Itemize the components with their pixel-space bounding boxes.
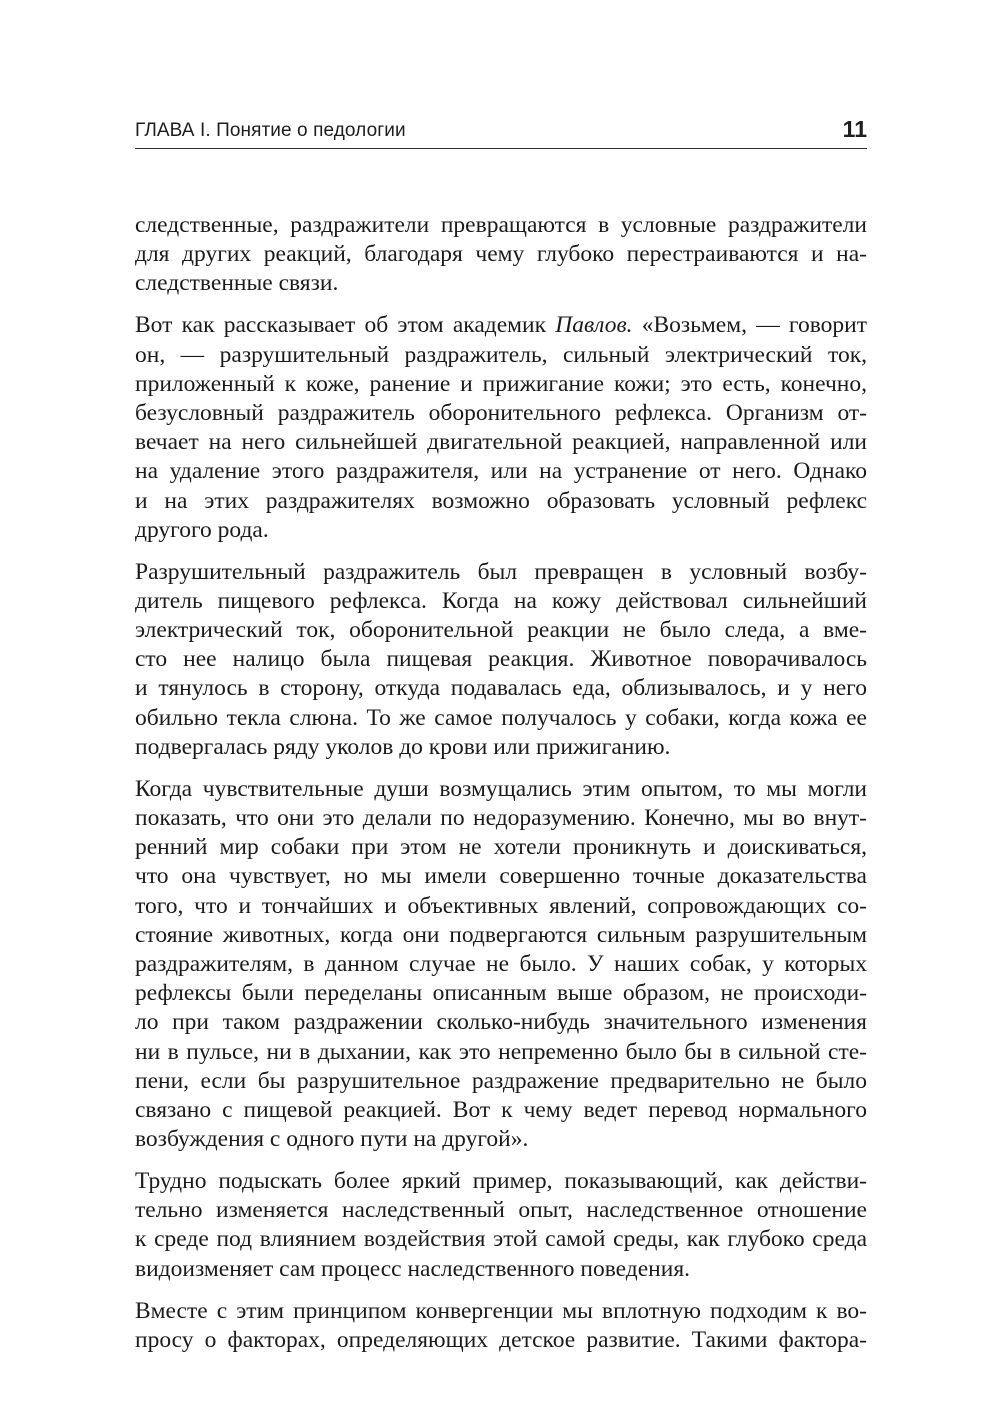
text-line: что она чувствует, но мы имели совершенно точные доказательства <box>135 863 867 890</box>
text-line: Разрушительный раздражитель был превращен в условный возбу- <box>135 558 867 585</box>
text-line: безусловный раздражитель оборонительного рефлекса. Организм от- <box>135 399 867 426</box>
paragraph <box>135 1167 867 1284</box>
text-line: ло при таком раздражении сколько-нибудь значительного изменения <box>135 1009 867 1036</box>
paragraph <box>135 775 867 1155</box>
text-line: того, что и тончайших и объективных явлений, сопровождающих со- <box>135 892 867 919</box>
text-segment: Вот как рассказывает об этом академик <box>135 312 556 339</box>
text-line: ренний мир собаки при этом не хотели проникнуть и доискиваться, <box>135 834 867 861</box>
text-line: приложенный к коже, ранение и прижигание кожи; это есть, конечно, <box>135 370 867 397</box>
text-line: следственные, раздражители превращаются в условные раздражители <box>135 212 867 238</box>
text-line: тельно изменяется наследственный опыт, наследственное отношение <box>135 1197 867 1224</box>
paragraph <box>135 558 867 762</box>
running-header <box>135 116 867 149</box>
text-line: рефлексы были переделаны описанным выше образом, не происходи- <box>135 980 867 1007</box>
chapter-title: ГЛАВА I. Понятие о педологии <box>135 120 406 141</box>
text-line: возбуждения с одного пути на другой». <box>135 1126 529 1153</box>
text-line: пени, если бы разрушительное раздражение предварительно не было <box>135 1067 867 1094</box>
text-line: вечает на него сильнейшей двигательной реакцией, направленной или <box>135 429 867 456</box>
text-line: дитель пищевого рефлекса. Когда на кожу действовал сильнейший <box>135 587 867 614</box>
text-line <box>135 311 867 340</box>
text-line: раздражителям, в данном случае не было. У наших собак, у которых <box>135 950 867 977</box>
text-line: для других реакций, благодаря чему глубоко перестраиваются и на- <box>135 241 867 268</box>
text-line: следственные связи. <box>135 270 339 297</box>
text-line: обильно текла слюна. То же самое получалось у собаки, когда кожа ее <box>135 704 867 731</box>
page-number: 11 <box>842 116 867 142</box>
text-line: связано с пищевой реакцией. Вот к чему ведет перевод нормального <box>135 1096 867 1123</box>
text-line: другого рода. <box>135 516 269 543</box>
text-line: видоизменяет сам процесс наследственного поведения. <box>135 1255 691 1282</box>
paragraph <box>135 211 867 299</box>
text-line: сто нее налицо была пищевая реакция. Животное поворачивалось <box>135 646 867 673</box>
author-name-italic: Павлов. <box>555 312 633 339</box>
paragraph <box>135 311 867 545</box>
text-line: он, — разрушительный раздражитель, сильный электрический ток, <box>135 341 867 368</box>
text-line: подвергалась ряду уколов до крови или прижиганию. <box>135 733 671 760</box>
text-segment: «Возьмем, — говорит <box>632 312 867 339</box>
text-line: Когда чувствительные души возмущались этим опытом, то мы могли <box>135 775 867 802</box>
text-line: просу о факторах, определяющих детское развитие. Такими фактора- <box>135 1326 867 1353</box>
text-line: к среде под влиянием воздействия этой самой среды, как глубоко среда <box>135 1226 867 1253</box>
paragraph <box>135 1297 867 1355</box>
body-text <box>135 211 867 1368</box>
text-line: ни в пульсе, ни в дыхании, как это непременно было бы в сильной сте- <box>135 1038 867 1065</box>
text-line: показать, что они это делали по недоразумению. Конечно, мы во внут- <box>135 804 867 831</box>
text-line: на удаление этого раздражителя, или на устранение от него. Однако <box>135 458 867 485</box>
text-line: электрический ток, оборонительной реакции не было следа, а вме- <box>135 617 867 644</box>
text-line: и на этих раздражителях возможно образовать условный рефлекс <box>135 487 867 514</box>
text-line: Вместе с этим принципом конвергенции мы вплотную подходим к во- <box>135 1297 867 1324</box>
text-line: стояние животных, когда они подвергаются сильным разрушительным <box>135 921 867 948</box>
text-line: Трудно подыскать более яркий пример, показывающий, как действи- <box>135 1168 867 1195</box>
text-line: и тянулось в сторону, откуда подавалась еда, облизывалось, и у него <box>135 675 867 702</box>
